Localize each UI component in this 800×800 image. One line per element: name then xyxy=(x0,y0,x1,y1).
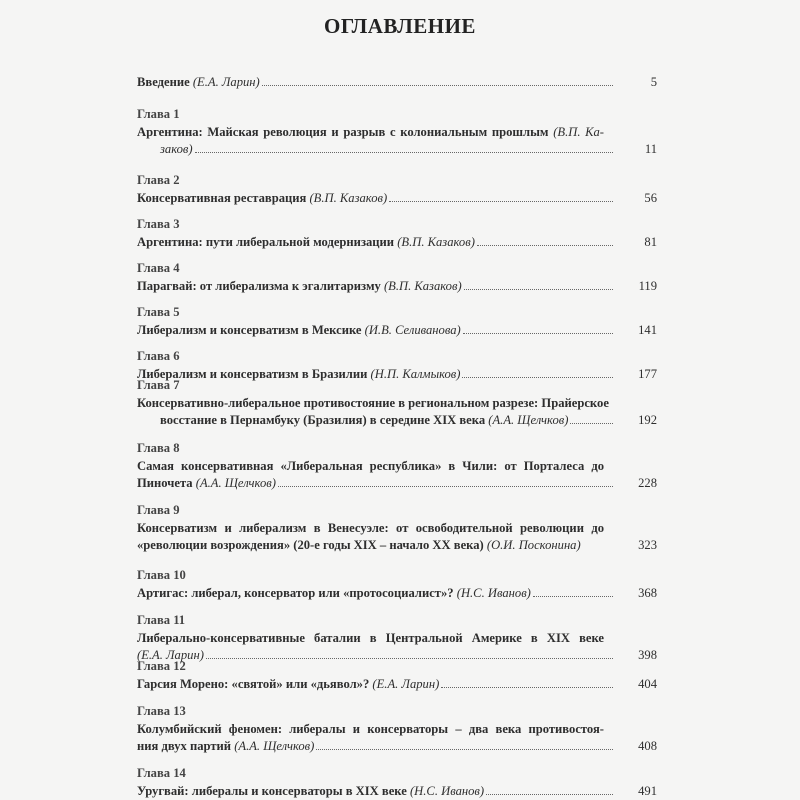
entry-title: Артигас: либерал, консерватор или «протосоциалист»? xyxy=(137,585,457,600)
dot-leader xyxy=(570,423,613,424)
dot-leader xyxy=(278,486,613,487)
page-number: 81 xyxy=(644,234,657,249)
entry-author: (Е.А. Ларин) xyxy=(372,676,440,691)
entry-author: (В.П. Казаков) xyxy=(383,278,462,293)
toc-entry xyxy=(137,658,657,693)
chapter-number: Глава 13 xyxy=(137,704,186,718)
entry-line xyxy=(137,74,657,92)
entry-author: (Е.А. Ларин) xyxy=(137,648,204,662)
toc-entry xyxy=(137,260,657,295)
entry-line xyxy=(137,783,657,800)
entry-author: (Е.А. Ларин) xyxy=(192,75,260,89)
page-number: 56 xyxy=(644,190,657,205)
entry-title: Консерватизм и либерализм в Венесуэле: от освободительной революции до xyxy=(137,520,604,535)
entry-line xyxy=(137,190,657,208)
dot-leader xyxy=(464,289,613,290)
chapter-number: Глава 6 xyxy=(137,349,180,363)
entry-line xyxy=(137,322,657,340)
entry-line xyxy=(137,585,657,603)
dot-leader xyxy=(262,85,613,86)
dot-leader xyxy=(533,596,613,597)
entry-title: Либерально-консервативные баталии в Центральной Америке в XIX веке xyxy=(137,630,604,645)
page-number: 368 xyxy=(638,585,657,600)
page-number: 408 xyxy=(638,739,657,753)
entry-title: Уругвай: либералы и консерваторы в XIX веке xyxy=(137,783,410,798)
toc-entry xyxy=(137,440,657,493)
page-number: 11 xyxy=(644,142,657,156)
entry-title: Парагвай: от либерализма к эгалитаризму xyxy=(137,278,384,293)
entry-author: (А.А. Щелчков) xyxy=(234,739,315,753)
entry-line xyxy=(137,738,657,756)
chapter-number: Глава 8 xyxy=(137,441,180,455)
chapter-number: Глава 9 xyxy=(137,503,180,517)
toc-entry xyxy=(137,304,657,339)
entry-author: (В.П. Ка- xyxy=(553,124,604,139)
entry-author: (А.А. Щелчков) xyxy=(488,413,569,427)
page-number: 192 xyxy=(638,413,657,427)
entry-author: заков) xyxy=(160,142,193,156)
chapter-number: Глава 7 xyxy=(137,378,180,392)
entry-author: (И.В. Селиванова) xyxy=(364,322,461,337)
toc-entry xyxy=(137,765,657,800)
entry-title: Консервативная реставрация xyxy=(137,190,310,205)
entry-line xyxy=(137,630,604,648)
entry-author: (А.А. Щелчков) xyxy=(195,476,276,490)
page-number: 119 xyxy=(638,278,657,293)
entry-title: Аргентина: Майская революция и разрыв с колониальным прошлым xyxy=(137,124,554,139)
entry-line xyxy=(137,721,604,739)
chapter-number: Глава 3 xyxy=(137,217,180,231)
entry-line xyxy=(137,234,657,252)
entry-line xyxy=(137,458,604,476)
dot-leader xyxy=(441,687,613,688)
page-number: 5 xyxy=(650,75,657,89)
chapter-number: Глава 10 xyxy=(137,568,186,582)
entry-author: (О.И. Посконина) xyxy=(486,538,581,552)
entry-line xyxy=(137,278,657,296)
chapter-number: Глава 5 xyxy=(137,305,180,319)
toc-entry xyxy=(137,172,657,207)
page-number: 323 xyxy=(638,538,657,552)
page-number: 404 xyxy=(638,676,657,691)
entry-title: Самая консервативная «Либеральная республика» в Чили: от Порталеса до xyxy=(137,458,604,473)
chapter-number: Глава 4 xyxy=(137,261,180,275)
entry-title: Либерализм и консерватизм в Бразилии xyxy=(137,366,371,381)
entry-title: Либерализм и консерватизм в Мексике xyxy=(137,322,365,337)
page-number: 398 xyxy=(638,648,657,662)
page-title: ОГЛАВЛЕНИЕ xyxy=(324,14,476,38)
page-number: 177 xyxy=(638,366,657,381)
page-number: 141 xyxy=(638,322,657,337)
dot-leader xyxy=(195,152,613,153)
toc-entry xyxy=(137,567,657,602)
entry-author: (В.П. Казаков) xyxy=(397,234,475,249)
entry-author: (Н.С. Иванов) xyxy=(456,585,531,600)
toc-entry xyxy=(137,377,657,430)
chapter-number: Глава 14 xyxy=(137,766,186,780)
dot-leader xyxy=(316,749,613,750)
chapter-number: Глава 11 xyxy=(137,613,186,627)
dot-leader xyxy=(477,245,613,246)
entry-line xyxy=(137,124,604,142)
toc-entry xyxy=(137,106,657,159)
chapter-number: Глава 12 xyxy=(137,659,186,673)
toc-entry xyxy=(137,703,657,756)
entry-title: Колумбийский феномен: либералы и консерваторы – два века противостоя- xyxy=(137,721,604,736)
toc-entry xyxy=(137,216,657,251)
toc-entry xyxy=(137,74,657,92)
entry-title: «революции возрождения» (20-е годы XIX – начало XX века) xyxy=(137,538,487,552)
chapter-number: Глава 2 xyxy=(137,173,180,187)
entry-line xyxy=(137,141,657,159)
toc-entry xyxy=(137,502,657,555)
entry-title: Аргентина: пути либеральной модернизации xyxy=(137,234,398,249)
toc-entry xyxy=(137,612,657,665)
page-number: 491 xyxy=(638,783,657,798)
entry-author: (Н.П. Калмыков) xyxy=(370,366,461,381)
entry-title: Гарсия Морено: «святой» или «дьявол»? xyxy=(137,676,373,691)
chapter-number: Глава 1 xyxy=(137,107,180,121)
dot-leader xyxy=(389,201,613,202)
entry-line xyxy=(137,676,657,694)
entry-title: восстание в Пернамбуку (Бразилия) в середине XIX века xyxy=(160,413,489,427)
entry-title: Пиночета xyxy=(137,476,196,490)
entry-line xyxy=(137,412,657,430)
entry-line xyxy=(137,537,657,555)
entry-title: ния двух партий xyxy=(137,739,235,753)
entry-line xyxy=(137,475,657,493)
entry-line xyxy=(137,520,604,538)
dot-leader xyxy=(463,333,613,334)
entry-title: Консервативно-либеральное противостояние в региональном разрезе: Прайерское xyxy=(137,395,609,410)
entry-author: (В.П. Казаков) xyxy=(309,190,388,205)
dot-leader xyxy=(486,794,613,795)
entry-title: Введение xyxy=(137,75,193,89)
entry-author: (Н.С. Иванов) xyxy=(409,783,485,798)
entry-line xyxy=(137,395,609,413)
page-number: 228 xyxy=(638,476,657,490)
